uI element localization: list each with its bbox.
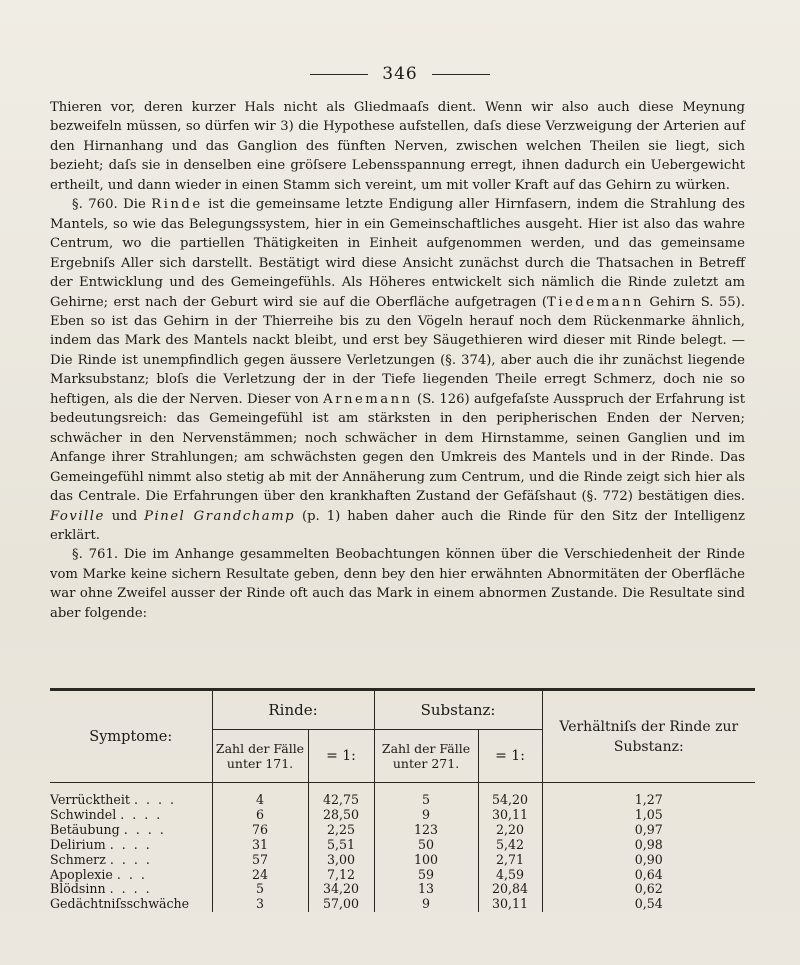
substanz-ratio: 2,71 [478,853,542,868]
rinde-substanz-ratio: 0,62 [542,882,755,897]
rinde-cases: 6 [212,808,308,823]
leader-dots: . . . . [109,881,152,897]
leader-dots: . . . . [133,792,176,807]
rinde-ratio: 3,00 [308,853,374,868]
table-row [50,868,755,883]
rinde-ratio: 34,20 [308,882,374,897]
header-rule-right [432,74,490,75]
rinde-cases: 3 [212,897,308,912]
rinde-ratio: 2,25 [308,823,374,838]
rinde-substanz-ratio: 0,64 [542,868,755,883]
rinde-ratio: 57,00 [308,897,374,912]
emphasis-rinde: Rinde [151,197,203,213]
text-run: (S. 126) aufgefaſste Ausspruch der Erfahrung ist bedeutungsreich: das Gemeingefühl ist am stärksten in den peripherischen Enden der Nerven; schwächer in den Nervenstämmen; noch schwächer in dem Hirnstamme, seinen Ganglien und im Anfange ihrer Strahlungen; am schwächsten gegen den Umkreis des Mantels und in der Rinde. Das Gemeingefühl nimmt also stetig ab mit der Annäherung zum Centrum, und die Rinde zeigt sich hier als das Centrale. Die Erfahrungen über den krankhaften Zustand der Gefäſshaut (§. 772) bestätigen dies. [50,391,745,505]
header-rinde: Rinde: [212,691,374,730]
rinde-cases: 57 [212,853,308,868]
results-table [50,690,755,912]
text-run: §. 761. Die im Anhange gesammelten Beobachtungen können über die Verschiedenheit der Rinde vom Marke keine sichern Resultate geben, denn bey den hier erwähnten Abnormitäten der Oberfläche war ohne Zweifel ausser der Rinde oft auch das Mark in einem abnormen Zustande. Die Resultate sind aber folgende: [50,547,745,621]
header-substanz-eq: = 1: [478,730,542,783]
substanz-ratio: 20,84 [478,882,542,897]
rinde-ratio: 7,12 [308,868,374,883]
table-row [50,783,755,808]
header-rinde-eq: = 1: [308,730,374,783]
author-foville: Foville [50,508,105,524]
text-run: und [104,508,145,524]
author-pinel-grandchamp: Pinel Grandchamp [144,508,296,524]
rinde-cases: 76 [212,823,308,838]
rinde-cases: 31 [212,838,308,853]
leader-dots: . . . . [109,836,152,852]
rinde-cases: 24 [212,868,308,883]
leader-dots: . . . . [109,851,152,867]
symptom-name: Delirium [50,836,106,852]
text-run: Thieren vor, deren kurzer Hals nicht als Gliedmaaſs dient. Wenn wir also auch diese Meynung bezweifeln müssen, so dürfen wir 3) die Hypothese aufstellen, daſs diese Verzweigung der Arterien auf den Hirnanhang und das Ganglion des fünften Nerven, zwischen welchen Theilen sie liegt, sich bezieht; daſs sie in denselben eine gröſsere Lebensspannung erregt, ihnen dadurch ein Uebergewicht ertheilt, und dann wieder in einen Stamm sich vereint, um mit voller Kraft auf das Gehirn zu würken. [50,100,745,193]
paragraph-760 [50,195,745,545]
text-run: §. 760. Die [72,197,152,213]
leader-dots: . . . . [123,821,166,837]
table-row [50,823,755,838]
page-header [0,62,800,86]
substanz-ratio: 4,59 [478,868,542,883]
page-number: 346 [382,64,418,84]
rinde-ratio: 28,50 [308,808,374,823]
substanz-cases: 13 [374,882,478,897]
symptom-name: Apoplexie [50,866,113,882]
substanz-cases: 123 [374,823,478,838]
substanz-ratio: 54,20 [478,783,542,808]
table-row [50,838,755,853]
text-run: (p. 1) haben daher auch die Rinde für den Sitz der Intelligenz erklärt. [50,508,745,543]
symptom-name: Verrücktheit [50,792,130,807]
header-rinde-cases: Zahl der Fälle unter 171. [212,730,308,783]
paragraph-continuation [50,98,745,195]
substanz-ratio: 2,20 [478,823,542,838]
substanz-ratio: 5,42 [478,838,542,853]
table-row [50,882,755,897]
table-row [50,853,755,868]
header-substanz-cases: Zahl der Fälle unter 271. [374,730,478,783]
substanz-cases: 9 [374,808,478,823]
substanz-ratio: 30,11 [478,808,542,823]
rinde-substanz-ratio: 0,54 [542,897,755,912]
header-ratio: Verhältniſs der Rinde zur Substanz: [542,691,755,783]
leader-dots: . . . [116,866,147,882]
rinde-substanz-ratio: 1,05 [542,808,755,823]
substanz-cases: 50 [374,838,478,853]
results-table-wrap [50,688,755,912]
symptom-name: Schmerz [50,851,106,867]
symptom-name: Schwindel [50,806,117,822]
rinde-substanz-ratio: 1,27 [542,783,755,808]
rinde-substanz-ratio: 0,90 [542,853,755,868]
author-arnemann: Arnemann [323,391,413,407]
text-run: ist die gemeinsame letzte Endigung aller Hirnfasern, indem die Strahlung des Mantels, so wie das Belegungssystem, hier in ein Gemeinschaftliches ausgeht. Hier ist also das wahre Centrum, wo die partiellen Thätigkeiten in Einheit aufgenommen werden, und das gemeinsame Ergebniſs Aller sich darstellt. Bestätigt wird diese Ansicht zunächst durch die Thatsachen in Betreff der Entwicklung und des Gemeingefühls. Als Höheres entwickelt sich nämlich die Rinde zuletzt am Gehirne; erst nach der Geburt wird sie auf die Oberfläche aufgetragen ( [50,197,745,310]
substanz-cases: 100 [374,853,478,868]
symptom-name: Gedächtniſsschwäche [50,896,190,912]
rinde-ratio: 5,51 [308,838,374,853]
substanz-ratio: 30,11 [478,897,542,912]
table-row [50,897,755,912]
header-substanz: Substanz: [374,691,542,730]
rinde-ratio: 42,75 [308,783,374,808]
author-tiedemann: Tiedemann [547,294,644,310]
symptom-name: Betäubung [50,821,120,837]
rinde-cases: 4 [212,783,308,808]
body-text [50,98,745,623]
paragraph-761 [50,545,745,623]
rinde-cases: 5 [212,882,308,897]
substanz-cases: 59 [374,868,478,883]
symptom-name: Blödsinn [50,881,106,897]
rinde-substanz-ratio: 0,97 [542,823,755,838]
header-rule-left [310,74,368,75]
text-run: Gehirn S. 55). Eben so ist das Gehirn in der Thierreihe bis zu den Vögeln herauf noch dem Rückenmarke ähnlich, indem das Mark des Mantels nackt bleibt, und erst bey Säugethieren wird dieser mit Rinde belegt. — Die Rinde ist unempfindlich gegen äussere Verletzungen (§. 374), aber auch die ihr zunächst liegende Marksubstanz; bloſs die Verletzung der in der Tiefe liegenden Theile erregt Schmerz, doch nie so heftigen, als die der Nerven. Dieser von [50,294,746,407]
leader-dots: . . . . [120,806,163,822]
substanz-cases: 5 [374,783,478,808]
header-symptome: Symptome: [50,691,212,783]
table-row [50,808,755,823]
rinde-substanz-ratio: 0,98 [542,838,755,853]
substanz-cases: 9 [374,897,478,912]
